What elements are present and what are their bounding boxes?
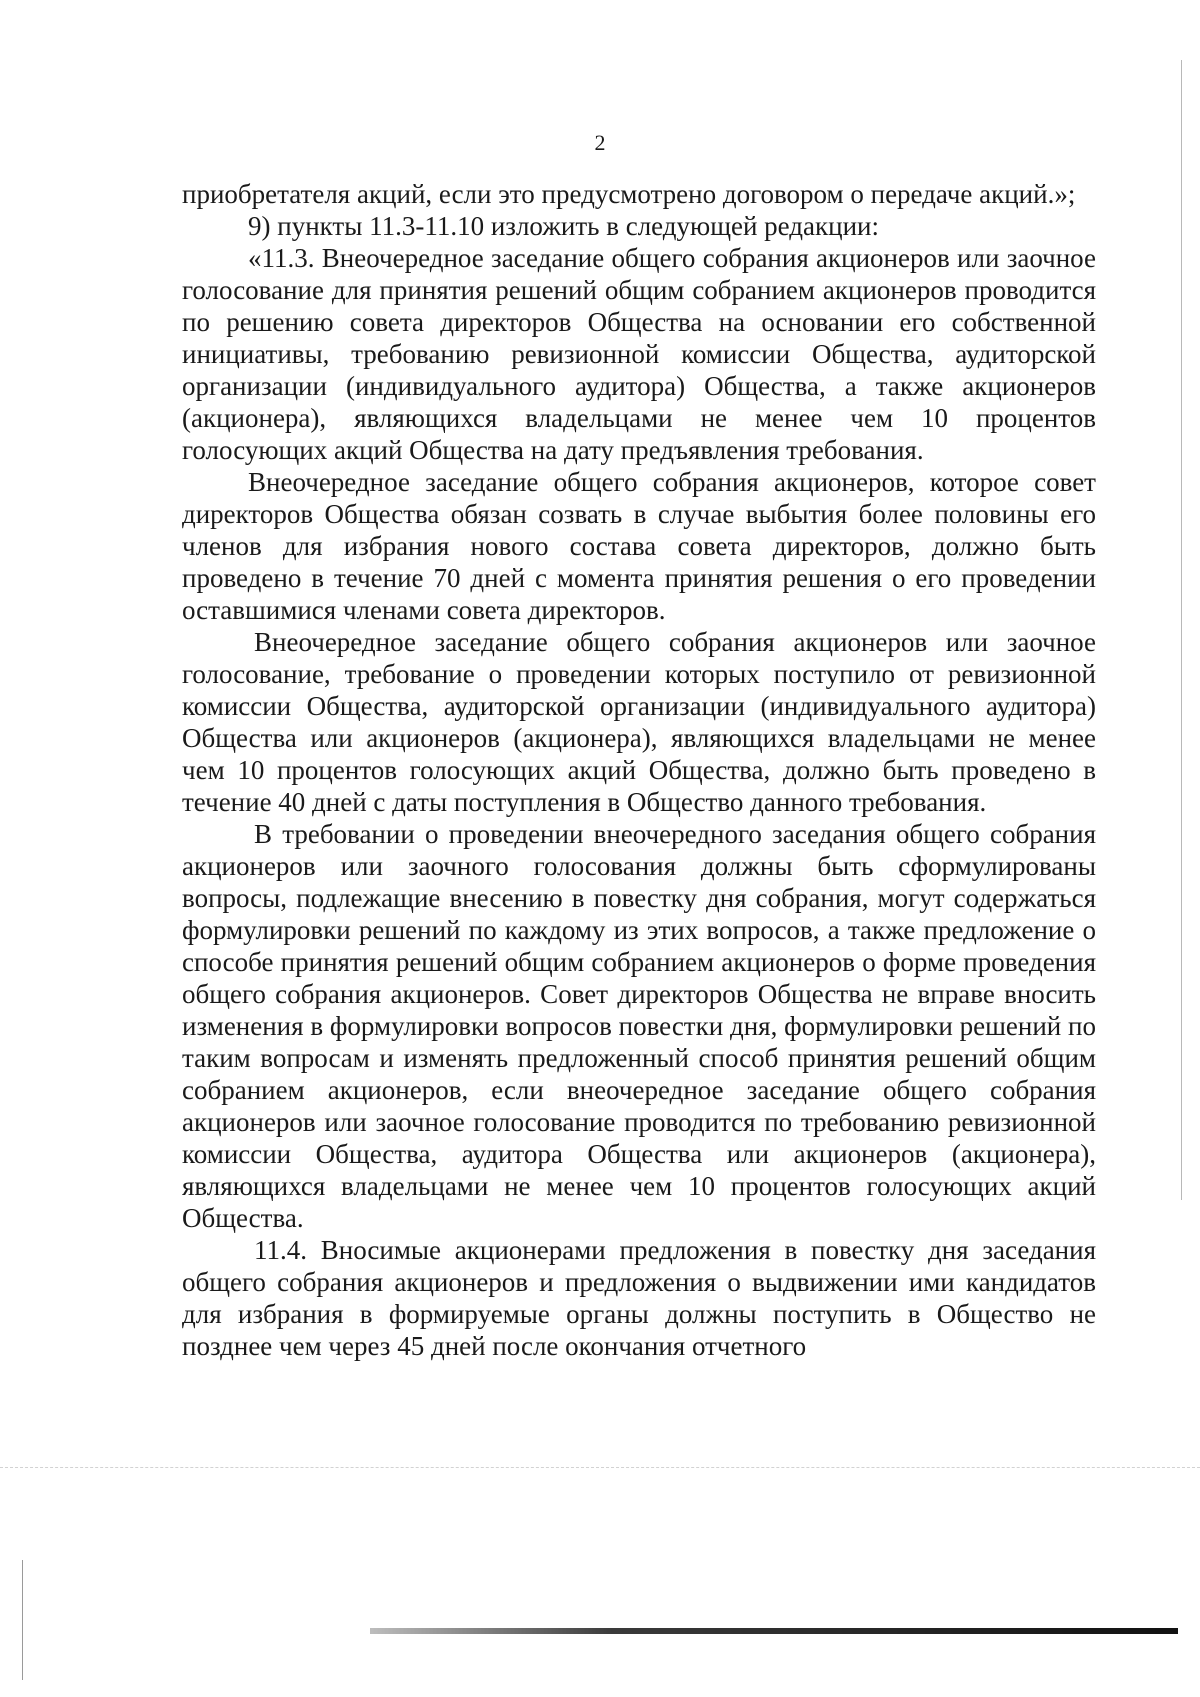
page-number: 2 bbox=[594, 130, 606, 155]
paragraph: 11.4. Вносимые акционерами предложения в повестку дня заседания общего собрания акционеров и предложения о выдвижении ими кандидатов для избрания в формируемые органы должны поступить в Общество не позднее чем через 45 дней после окончания отчетного bbox=[182, 1235, 1096, 1361]
paragraph: приобретателя акций, если это предусмотрено договором о передаче акций.»; bbox=[182, 179, 1076, 209]
paragraph: Внеочередное заседание общего собрания акционеров или заочное голосование, требование о проведении которых поступило от ревизионной комиссии Общества, аудиторской организации (индивидуального аудитора) Общества или акционеров (акционера), являющихся владельцами не менее чем 10 процентов голосующих акций Общества, должно быть проведено в течение 40 дней с даты поступления в Общество данного требования. bbox=[182, 627, 1096, 817]
paragraph: 9) пункты 11.3-11.10 изложить в следующей редакции: bbox=[248, 211, 879, 241]
paragraph: Внеочередное заседание общего собрания акционеров, которое совет директоров Общества обязан созвать в случае выбытия более половины его членов для избрания нового состава совета директоров, должно быть проведено в течение 70 дней с момента принятия решения о его проведении оставшимися членами совета директоров. bbox=[182, 467, 1096, 625]
scan-edge-line-left bbox=[22, 1560, 23, 1680]
document-body bbox=[182, 178, 1096, 1362]
scan-fold-line bbox=[0, 1467, 1200, 1468]
paragraph: В требовании о проведении внеочередного заседания общего собрания акционеров или заочного голосования должны быть сформулированы вопросы, подлежащие внесению в повестку дня собрания, могут содержаться формулировки решений по каждому из этих вопросов, а также предложение о способе принятия решений общим собранием акционеров о форме проведения общего собрания акционеров. Совет директоров Общества не вправе вносить изменения в формулировки вопросов повестки дня, формулировки решений по таким вопросам и изменять предложенный способ принятия решений общим собранием акционеров, если внеочередное заседание общего собрания акционеров или заочное голосование проводится по требованию ревизионной комиссии Общества, аудитора Общества или акционеров (акционера), являющихся владельцами не менее чем 10 процентов голосующих акций Общества. bbox=[182, 819, 1096, 1233]
paragraph: «11.3. Внеочередное заседание общего собрания акционеров или заочное голосование для принятия решений общим собранием акционеров проводится по решению совета директоров Общества на основании его собственной инициативы, требованию ревизионной комиссии Общества, аудиторской организации (индивидуального аудитора) Общества, а также акционеров (акционера), являющихся владельцами не менее чем 10 процентов голосующих акций Общества на дату предъявления требования. bbox=[182, 243, 1096, 465]
scan-bottom-shadow bbox=[370, 1628, 1178, 1634]
scan-edge-line bbox=[1181, 60, 1182, 1200]
